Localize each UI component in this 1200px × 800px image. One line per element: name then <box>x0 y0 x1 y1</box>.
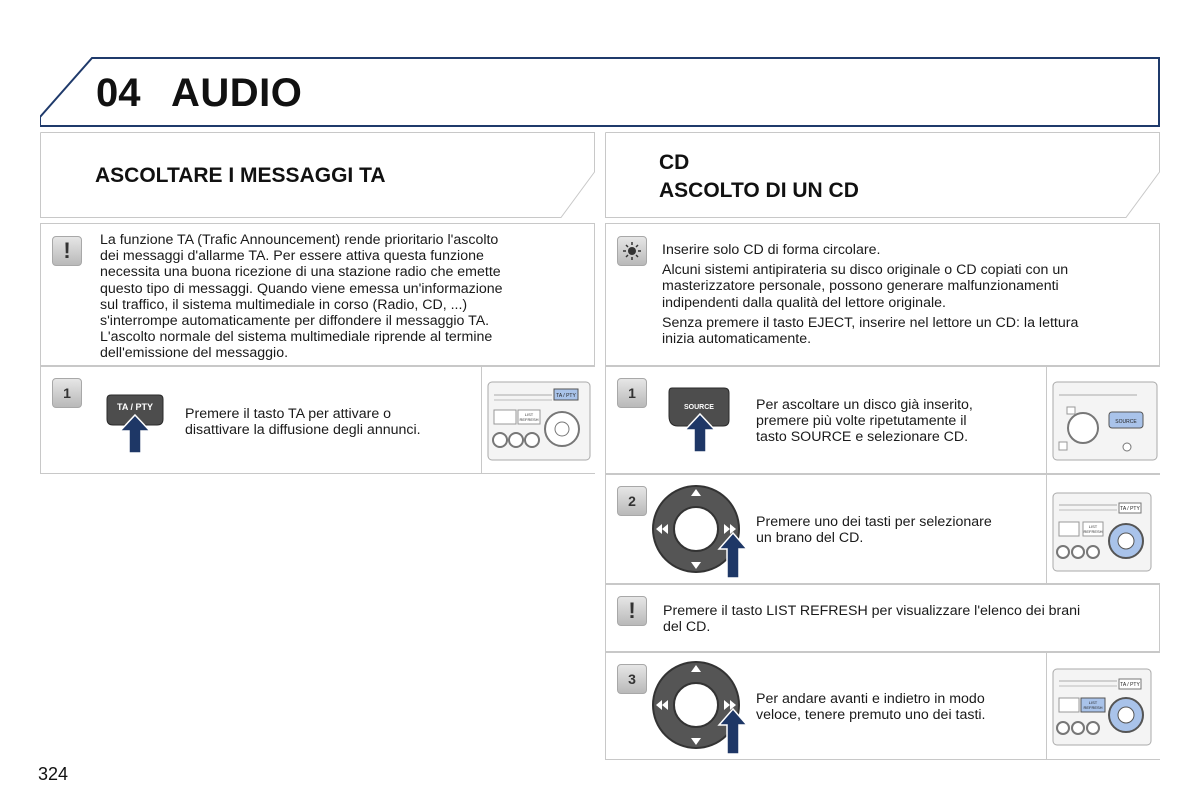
radio-unit-image <box>1047 653 1161 759</box>
warning-icon: ! <box>52 236 82 266</box>
section-title-box-cd <box>605 132 1160 218</box>
svg-text:LIST: LIST <box>524 412 534 417</box>
svg-text:TA / PTY: TA / PTY <box>1120 506 1140 512</box>
svg-text:REFRESH: REFRESH <box>1083 705 1103 710</box>
step-ta-1-text <box>185 406 421 438</box>
ta-pty-button-icon <box>103 393 167 455</box>
note-ta-text <box>100 232 503 362</box>
tip-cd-text <box>662 242 1078 351</box>
chapter-number: 04 <box>96 71 141 115</box>
text-line: sul traffico, il sistema multimediale in corso (Radio, CD, ...) <box>100 296 468 313</box>
svg-text:TA / PTY: TA / PTY <box>1120 682 1140 688</box>
text-line: Premere il tasto LIST REFRESH per visualizzare l'elenco dei brani <box>663 603 1081 619</box>
text-line: Premere uno dei tasti per selezionare <box>756 514 992 530</box>
page-number: 324 <box>38 764 69 784</box>
source-label: SOURCE <box>684 404 714 411</box>
step-cd-2 <box>605 474 1160 584</box>
navigation-pad-icon <box>650 483 750 583</box>
svg-text:SOURCE: SOURCE <box>1115 419 1137 425</box>
text-line: La funzione TA (Trafic Announcement) rende prioritario l'ascolto <box>100 232 499 248</box>
title-line: CD <box>659 151 690 174</box>
text-line: tasto SOURCE e selezionare CD. <box>756 429 969 446</box>
step-number-badge: 3 <box>617 664 647 694</box>
svg-text:REFRESH: REFRESH <box>519 417 539 422</box>
radio-unit-image <box>1047 475 1161 583</box>
section-title-cd <box>659 149 859 205</box>
svg-text:LIST: LIST <box>1088 524 1098 529</box>
text-line: dei messaggi d'allarme TA. Per essere attiva questa funzione <box>100 248 484 265</box>
step-cd-1-text <box>756 397 973 446</box>
note-cd-text <box>663 603 1080 635</box>
section-title-box-ta <box>40 132 595 218</box>
text-line: Senza premere il tasto EJECT, inserire nel lettore un CD: la lettura <box>662 314 1079 331</box>
text-line: Inserire solo CD di forma circolare. <box>662 242 881 258</box>
section-title-ta: ASCOLTARE I MESSAGGI TA <box>95 164 386 187</box>
source-button-icon <box>666 384 732 456</box>
text-line: Per ascoltare un disco già inserito, <box>756 397 973 413</box>
tip-paragraph <box>662 262 1078 311</box>
text-line: Alcuni sistemi antipirateria su disco originale o CD copiati con un <box>662 262 1069 279</box>
step-number-badge: 1 <box>52 378 82 408</box>
step-ta-1 <box>40 366 595 474</box>
step-cd-3 <box>605 652 1160 760</box>
svg-text:REFRESH: REFRESH <box>1083 529 1103 534</box>
navigation-pad-icon <box>650 659 750 759</box>
radio-unit-image <box>1047 367 1161 473</box>
text-line: Premere il tasto TA per attivare o <box>185 406 392 422</box>
text-line: questo tipo di messaggi. Quando viene emessa un'informazione <box>100 280 503 297</box>
text-line: dell'emissione del messaggio. <box>100 345 289 362</box>
tip-paragraph <box>662 315 1078 347</box>
text-line: inizia automaticamente. <box>662 331 812 348</box>
radio-thumbnail-nav <box>1046 475 1160 583</box>
note-ta <box>40 223 595 366</box>
svg-text:LIST: LIST <box>1088 700 1098 705</box>
svg-text:TA / PTY: TA / PTY <box>556 393 576 399</box>
step-cd-1 <box>605 366 1160 474</box>
note-cd <box>605 584 1160 652</box>
text-line: premere più volte ripetutamente il <box>756 413 967 430</box>
sun-icon <box>617 236 647 266</box>
text-line: s'interrompe automaticamente per diffondere il messaggio TA. <box>100 313 490 330</box>
step-cd-3-text <box>756 691 986 723</box>
tip-paragraph <box>662 242 1078 258</box>
warning-icon: ! <box>617 596 647 626</box>
radio-thumbnail-list <box>1046 653 1160 759</box>
text-line: indipendenti dalla qualità del lettore originale. <box>662 294 946 311</box>
tip-cd <box>605 223 1160 366</box>
text-line: necessita una buona ricezione di una stazione radio che emette <box>100 264 501 281</box>
radio-thumbnail-source <box>1046 367 1160 473</box>
chapter-header <box>40 57 1160 127</box>
radio-thumbnail-ta <box>481 367 595 473</box>
step-cd-2-text <box>756 514 992 546</box>
step-number-badge: 1 <box>617 378 647 408</box>
text-line: del CD. <box>663 619 711 636</box>
text-line: Per andare avanti e indietro in modo <box>756 691 985 707</box>
text-line: L'ascolto normale del sistema multimediale riprende al termine <box>100 329 493 346</box>
text-line: veloce, tenere premuto uno dei tasti. <box>756 707 986 724</box>
title-line: ASCOLTO DI UN CD <box>659 179 859 202</box>
text-line: masterizzatore personale, possono generare malfunzionamenti <box>662 278 1059 295</box>
chapter-title: AUDIO <box>171 71 303 115</box>
radio-unit-image <box>482 367 596 473</box>
ta-pty-label: TA / PTY <box>117 402 153 412</box>
text-line: disattivare la diffusione degli annunci. <box>185 422 421 439</box>
step-number-badge: 2 <box>617 486 647 516</box>
text-line: un brano del CD. <box>756 530 864 547</box>
